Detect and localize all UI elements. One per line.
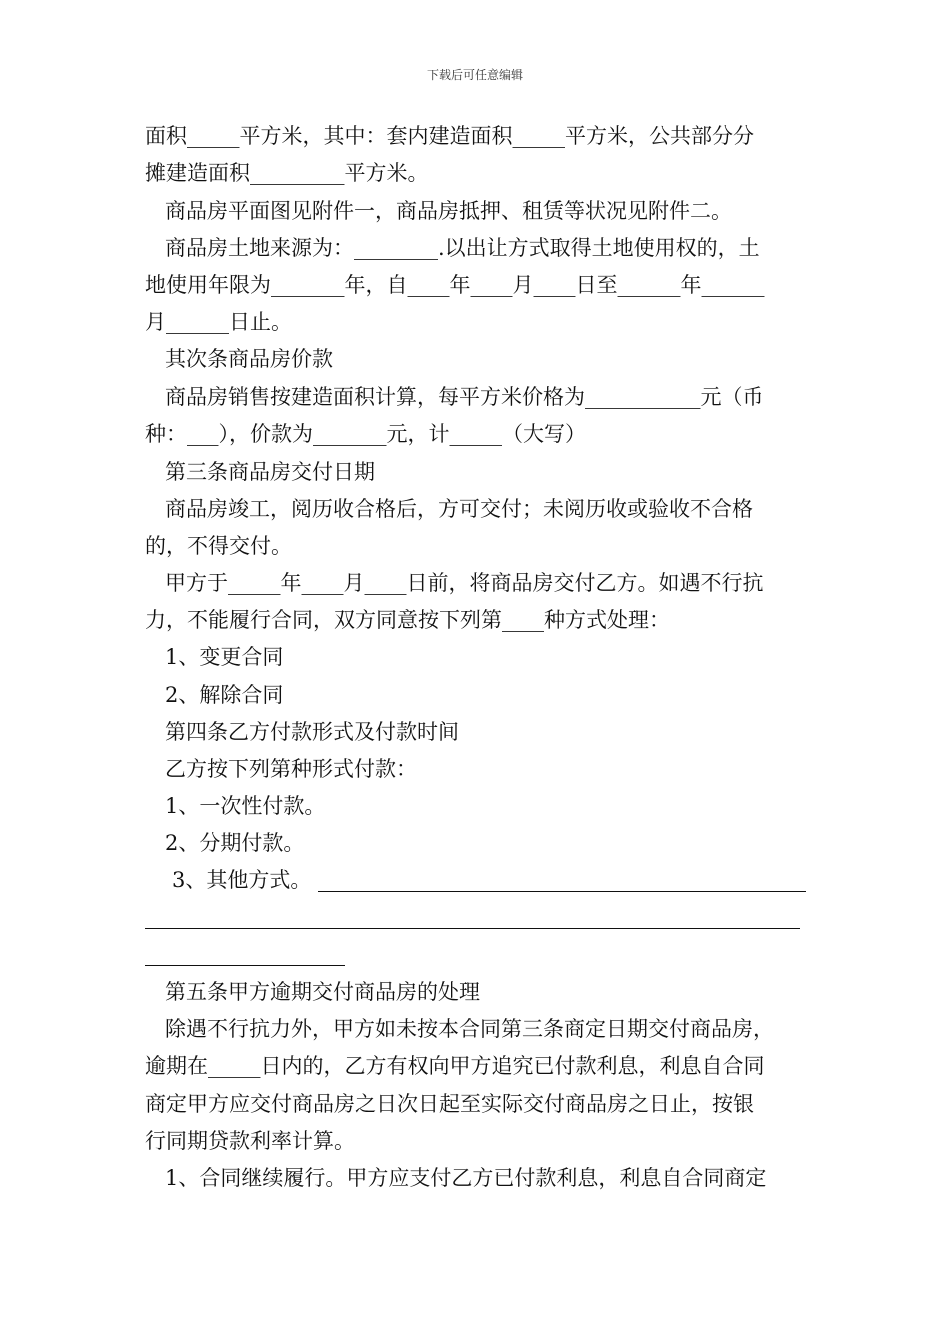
text-line: 行同期贷款利率计算。 — [145, 1129, 355, 1153]
blank-fill-line — [145, 965, 345, 966]
page-header-note: 下载后可任意编辑 — [426, 68, 523, 82]
text-line: 摊建造面积_________平方米。 — [145, 161, 429, 185]
text-line: 种：___），价款为_______元，计_____（大写） — [145, 422, 586, 446]
text-line: 地使用年限为_______年，自____年____月____日至______年______ — [145, 273, 765, 297]
section-heading: 第三条商品房交付日期 — [165, 460, 375, 484]
text-line: 的，不得交付。 — [145, 534, 292, 558]
text-line: 除遇不行抗力外，甲方如未按本合同第三条商定日期交付商品房， — [165, 1017, 774, 1041]
list-item: 2、解除合同 — [165, 683, 284, 707]
text-line: 商品房平面图见附件一，商品房抵押、租赁等状况见附件二。 — [165, 199, 732, 223]
text-line: 商品房竣工，阅历收合格后，方可交付；未阅历收或验收不合格 — [165, 497, 753, 521]
text-line: 面积_____平方米，其中：套内建造面积_____平方米，公共部分分 — [145, 124, 754, 148]
section-heading: 第四条乙方付款形式及付款时间 — [165, 720, 459, 744]
list-item: 3、其他方式。 — [172, 868, 312, 892]
text-line: 商品房销售按建造面积计算，每平方米价格为___________元（币 — [165, 385, 764, 409]
section-heading: 其次条商品房价款 — [165, 347, 333, 371]
text-line: 商定甲方应交付商品房之日次日起至实际交付商品房之日止，按银 — [145, 1092, 754, 1116]
text-line: 乙方按下列第种形式付款： — [165, 757, 417, 781]
text-line: 月______日止。 — [145, 310, 292, 334]
text-line: 力，不能履行合同，双方同意按下列第____种方式处理： — [145, 608, 670, 632]
list-item: 2、分期付款。 — [165, 831, 305, 855]
text-line: 逾期在_____日内的，乙方有权向甲方追究已付款利息，利息自合同 — [145, 1054, 765, 1078]
text-line: 甲方于_____年____月____日前，将商品房交付乙方。如遇不行抗 — [165, 571, 764, 595]
text-line: 商品房土地来源为：________.以出让方式取得土地使用权的，土 — [165, 236, 760, 260]
section-heading: 第五条甲方逾期交付商品房的处理 — [165, 980, 480, 1004]
list-item: 1、变更合同 — [165, 645, 284, 669]
blank-fill-line — [318, 891, 806, 892]
blank-fill-line — [145, 928, 800, 929]
list-item: 1、一次性付款。 — [165, 794, 326, 818]
list-item: 1、合同继续履行。甲方应支付乙方已付款利息，利息自合同商定 — [165, 1166, 767, 1190]
